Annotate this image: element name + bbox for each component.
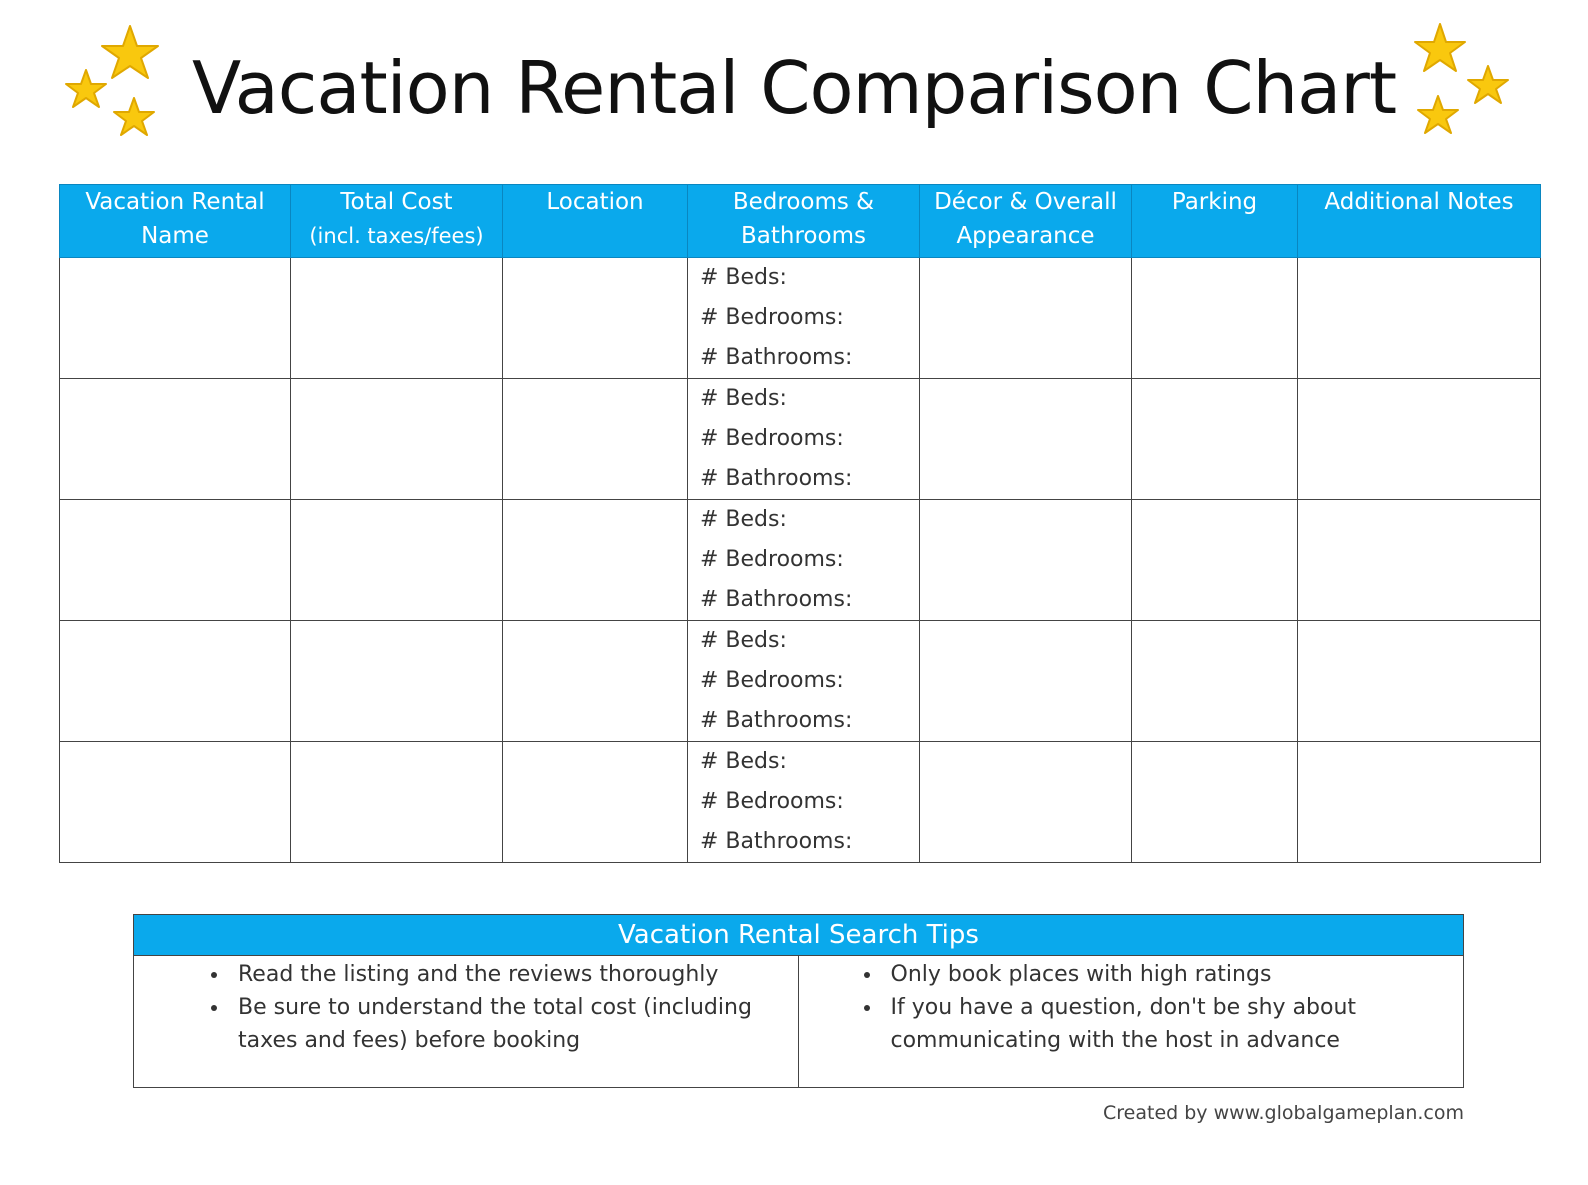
tips-list (134, 958, 778, 1057)
cell-total-cost[interactable] (291, 379, 503, 500)
tips-list (799, 958, 1444, 1057)
table-row (60, 742, 1541, 863)
cell-rental-name[interactable] (60, 379, 291, 500)
cell-additional-notes[interactable] (1298, 258, 1541, 379)
cell-additional-notes[interactable] (1298, 742, 1541, 863)
cell-additional-notes[interactable] (1298, 621, 1541, 742)
cell-bedrooms-bathrooms[interactable] (688, 500, 920, 621)
cell-rental-name[interactable] (60, 500, 291, 621)
header-label: Parking (1171, 189, 1258, 215)
cell-bedrooms-bathrooms[interactable] (688, 258, 920, 379)
cell-parking[interactable] (1132, 379, 1298, 500)
bathrooms-label: # Bathrooms: (700, 466, 853, 491)
cell-decor[interactable] (920, 379, 1132, 500)
cell-location[interactable] (503, 379, 688, 500)
bathrooms-label: # Bathrooms: (700, 829, 853, 854)
table-row (60, 379, 1541, 500)
tips-right-column (799, 956, 1464, 1088)
table-row (60, 258, 1541, 379)
beds-label: # Beds: (700, 265, 787, 290)
beds-label: # Beds: (700, 507, 787, 532)
cell-total-cost[interactable] (291, 258, 503, 379)
cell-decor[interactable] (920, 258, 1132, 379)
cell-parking[interactable] (1132, 258, 1298, 379)
cell-rental-name[interactable] (60, 742, 291, 863)
star-cluster-icon (1410, 18, 1520, 148)
cell-location[interactable] (503, 621, 688, 742)
table-row (60, 500, 1541, 621)
beds-label: # Beds: (700, 628, 787, 653)
cell-parking[interactable] (1132, 621, 1298, 742)
tip-item: • Read the listing and the reviews thoroughly (230, 958, 778, 991)
header-additional-notes (1298, 185, 1541, 258)
cell-rental-name[interactable] (60, 258, 291, 379)
cell-parking[interactable] (1132, 742, 1298, 863)
bathrooms-label: # Bathrooms: (700, 345, 853, 370)
header-total-cost (291, 185, 503, 258)
header-sublabel: (incl. taxes/fees) (309, 224, 484, 248)
tip-item: • Be sure to understand the total cost (including taxes and fees) before booking (230, 991, 778, 1057)
cell-parking[interactable] (1132, 500, 1298, 621)
tips-body (134, 956, 1463, 1088)
cell-location[interactable] (503, 258, 688, 379)
cell-decor[interactable] (920, 621, 1132, 742)
bathrooms-label: # Bathrooms: (700, 708, 853, 733)
search-tips-box (133, 914, 1464, 1088)
bedrooms-label: # Bedrooms: (700, 789, 844, 814)
header-rental-name (60, 185, 291, 258)
cell-total-cost[interactable] (291, 621, 503, 742)
header-label: Décor & Overall Appearance (934, 189, 1117, 249)
table-row (60, 621, 1541, 742)
header-label: Additional Notes (1324, 189, 1514, 215)
header-label: Location (546, 189, 644, 215)
credit-text: Created by www.globalgameplan.com (1103, 1102, 1464, 1124)
page-title: Vacation Rental Comparison Chart (191, 46, 1397, 130)
header-location (503, 185, 688, 258)
cell-decor[interactable] (920, 500, 1132, 621)
cell-additional-notes[interactable] (1298, 500, 1541, 621)
cell-decor[interactable] (920, 742, 1132, 863)
bedrooms-label: # Bedrooms: (700, 426, 844, 451)
beds-label: # Beds: (700, 386, 787, 411)
cell-location[interactable] (503, 500, 688, 621)
header-label: Total Cost (340, 189, 453, 215)
bathrooms-label: # Bathrooms: (700, 587, 853, 612)
table-header-row (60, 185, 1541, 258)
tip-item: • If you have a question, don't be shy about communicating with the host in advance (883, 991, 1444, 1057)
bedrooms-label: # Bedrooms: (700, 305, 844, 330)
cell-bedrooms-bathrooms[interactable] (688, 621, 920, 742)
cell-total-cost[interactable] (291, 500, 503, 621)
tips-header: Vacation Rental Search Tips (134, 915, 1463, 956)
comparison-table (59, 184, 1541, 863)
cell-bedrooms-bathrooms[interactable] (688, 742, 920, 863)
cell-bedrooms-bathrooms[interactable] (688, 379, 920, 500)
bedrooms-label: # Bedrooms: (700, 668, 844, 693)
tips-left-column (134, 956, 799, 1088)
cell-total-cost[interactable] (291, 742, 503, 863)
header-label: Bedrooms & Bathrooms (732, 189, 875, 249)
cell-rental-name[interactable] (60, 621, 291, 742)
header-bedrooms-bathrooms (688, 185, 920, 258)
tip-item: • Only book places with high ratings (883, 958, 1444, 991)
star-cluster-icon (60, 18, 170, 148)
header-parking (1132, 185, 1298, 258)
header-label: Vacation Rental Name (85, 189, 265, 249)
beds-label: # Beds: (700, 749, 787, 774)
header-decor (920, 185, 1132, 258)
cell-additional-notes[interactable] (1298, 379, 1541, 500)
bedrooms-label: # Bedrooms: (700, 547, 844, 572)
cell-location[interactable] (503, 742, 688, 863)
